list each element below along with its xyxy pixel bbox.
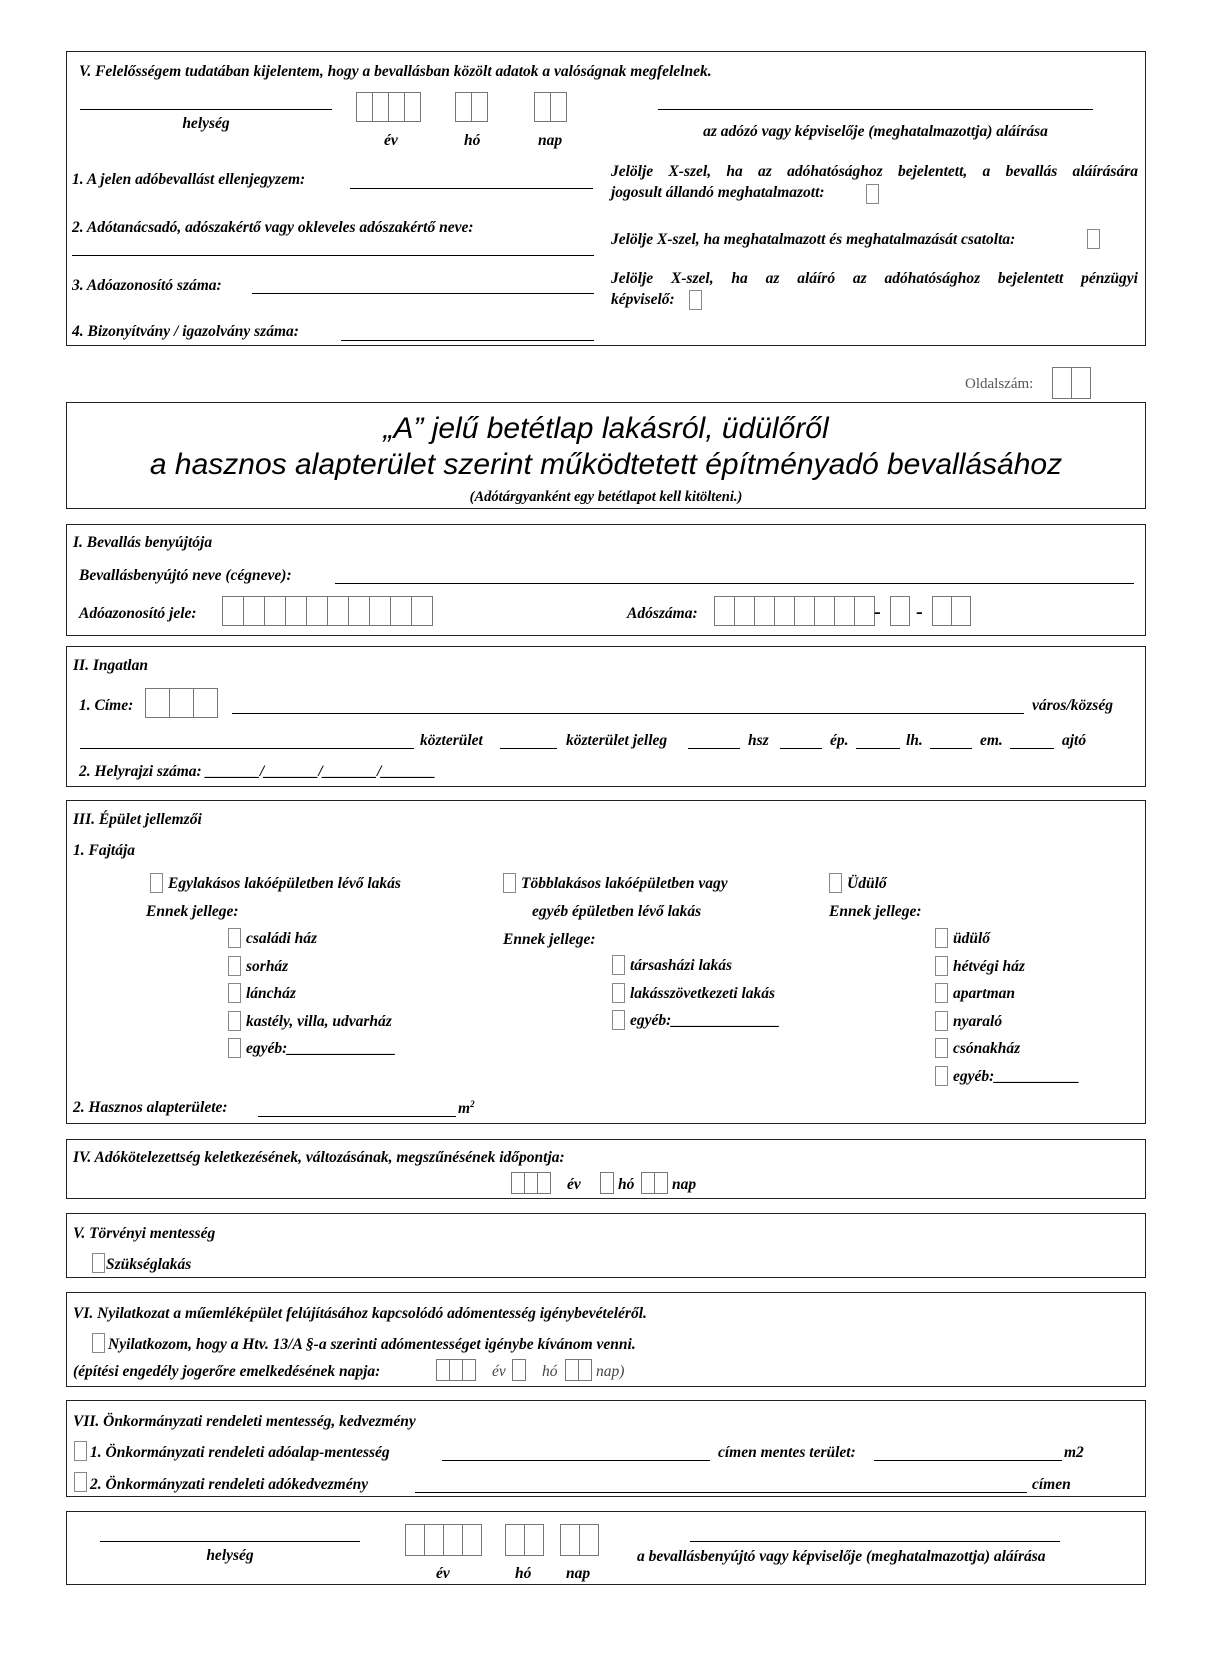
check3-text2: képviselő: xyxy=(611,291,675,308)
taxnumber-cells-2[interactable] xyxy=(890,596,909,626)
check3-checkbox[interactable] xyxy=(689,290,702,310)
section2-heading: II. Ingatlan xyxy=(73,657,148,674)
monument-exemption-label: Nyilatkozom, hogy a Htv. 13/A §-a szerinti adómentességet igénybe kívánom venni. xyxy=(108,1336,636,1353)
permit-year-cells[interactable] xyxy=(436,1359,475,1381)
city-label: város/község xyxy=(1032,697,1113,714)
countersign-label: 1. A jelen adóbevallást ellenjegyzem: xyxy=(72,171,306,188)
address-label: 1. Címe: xyxy=(79,697,134,714)
title-line2: a hasznos alapterület szerint működtetett építményadó bevallásához xyxy=(149,448,1063,481)
exempt-area-label: címen mentes terület: xyxy=(718,1444,856,1461)
section6-heading: VI. Nyilatkozat a műemléképület felújításához kapcsolódó adómentesség igénybevételéről. xyxy=(73,1305,647,1322)
place-line[interactable] xyxy=(80,109,332,110)
exempt-area-line[interactable] xyxy=(874,1460,1062,1461)
col3-checkbox-4[interactable] xyxy=(935,1011,948,1031)
local-discount-line[interactable] xyxy=(415,1492,1027,1493)
day-cells[interactable] xyxy=(534,92,566,122)
check1-text2: jogosult állandó meghatalmazott: xyxy=(611,184,825,201)
footer-place-label: helység xyxy=(206,1547,254,1564)
col1-checkbox-4[interactable] xyxy=(228,1011,241,1031)
col2-checkbox-1[interactable] xyxy=(612,955,625,975)
place-label: helység xyxy=(182,115,230,132)
check1-checkbox[interactable] xyxy=(866,184,879,204)
street-line[interactable] xyxy=(80,748,414,749)
col2-checkbox-2[interactable] xyxy=(612,983,625,1003)
col2-checkbox-3[interactable] xyxy=(612,1010,625,1030)
footer-year-cells[interactable] xyxy=(405,1524,481,1556)
permit-year: év xyxy=(492,1363,506,1380)
permit-day-cells[interactable] xyxy=(565,1359,591,1381)
col1-label-3: láncház xyxy=(246,985,296,1002)
declaration-heading: V. Felelősségem tudatában kijelentem, hogy a bevallásban közölt adatok a valóságnak megfelelnek. xyxy=(79,63,712,80)
permit-date-label: (építési engedély jogerőre emelkedésének napja: xyxy=(73,1363,381,1380)
section4-month: hó xyxy=(618,1176,635,1193)
taxid-line[interactable] xyxy=(252,293,594,294)
year-label: év xyxy=(384,132,398,149)
section5-heading: V. Törvényi mentesség xyxy=(73,1225,216,1242)
declaration-section xyxy=(66,51,1146,346)
taxnumber-dash2: - xyxy=(916,601,923,623)
col3-label-6: egyéb:___________ xyxy=(953,1067,1080,1085)
col1-checkbox-5[interactable] xyxy=(228,1038,241,1058)
local-base-exemption-label: 1. Önkormányzati rendeleti adóalap-mentesség xyxy=(90,1444,390,1461)
exempt-area-unit: m2 xyxy=(1064,1444,1084,1461)
col1-label-1: családi ház xyxy=(246,930,318,947)
permit-day: nap) xyxy=(596,1363,625,1380)
col3-checkbox-1[interactable] xyxy=(935,928,948,948)
signature-line[interactable] xyxy=(658,109,1093,110)
street-type-line[interactable] xyxy=(500,748,557,749)
col1-label-2: sorház xyxy=(246,957,289,975)
page-number-label: Oldalszám: xyxy=(965,376,1034,392)
multi-dwelling-checkbox[interactable] xyxy=(503,873,516,893)
footer-day-cells[interactable] xyxy=(560,1524,598,1556)
local-discount-checkbox[interactable] xyxy=(74,1472,87,1492)
taxnumber-cells[interactable] xyxy=(714,596,874,626)
stair-line[interactable] xyxy=(856,748,900,749)
check3-text: Jelölje X-szel, ha az aláíró az adóhatósághoz bejelentett pénzügyi xyxy=(611,270,1138,287)
certificate-line[interactable] xyxy=(341,340,594,341)
col2-label-3: egyéb:______________ xyxy=(630,1012,780,1029)
section7-heading: VII. Önkormányzati rendeleti mentesség, kedvezmény xyxy=(73,1413,416,1430)
footer-day-label: nap xyxy=(566,1565,591,1582)
title-line1: „A” jelű betétlap lakásról, üdülőről xyxy=(383,412,829,445)
monument-exemption-checkbox[interactable] xyxy=(92,1333,105,1353)
section4-day-cells[interactable] xyxy=(641,1172,667,1194)
month-label: hó xyxy=(464,132,481,149)
col3-label-2: hétvégi ház xyxy=(953,957,1025,975)
permit-month: hó xyxy=(542,1363,558,1380)
check2-checkbox[interactable] xyxy=(1087,229,1100,249)
section1-taxid-cells[interactable] xyxy=(222,596,432,626)
stair-label: lh. xyxy=(906,732,923,749)
advisor-line[interactable] xyxy=(72,255,594,256)
street-type-label: közterület jelleg xyxy=(566,732,668,749)
col1-label-4: kastély, villa, udvarház xyxy=(246,1012,392,1030)
col1-sub-label: Ennek jellege: xyxy=(146,903,239,920)
col3-label-3: apartman xyxy=(953,985,1016,1002)
section4-year-cells[interactable] xyxy=(511,1172,550,1194)
city-line[interactable] xyxy=(232,713,1024,714)
section5-box xyxy=(66,1213,1146,1278)
multi-dwelling-label: Többlakásos lakóépületben vagy xyxy=(521,875,728,892)
local-discount-label: 2. Önkormányzati rendeleti adókedvezmény xyxy=(90,1476,369,1493)
usable-area-unit: $m^2$ xyxy=(458,1099,475,1118)
section4-heading: IV. Adókötelezettség keletkezésének, változásának, megszűnésének időpontja: xyxy=(73,1149,565,1166)
usable-area-line[interactable] xyxy=(258,1116,456,1117)
footer-month-label: hó xyxy=(515,1565,532,1582)
col3-label-5: csónakház xyxy=(953,1040,1021,1057)
taxnumber-dash1: - xyxy=(874,601,881,623)
taxnumber-label: Adószáma: xyxy=(627,605,698,622)
countersign-line[interactable] xyxy=(350,188,593,189)
footer-month-cells[interactable] xyxy=(505,1524,543,1556)
section4-year: év xyxy=(567,1176,581,1193)
footer-year-label: év xyxy=(436,1565,450,1582)
col3-checkbox-2[interactable] xyxy=(935,956,948,976)
local-base-exemption-checkbox[interactable] xyxy=(74,1441,87,1461)
col1-label-5: egyéb:______________ xyxy=(246,1040,396,1057)
taxid-label: 3. Adóazonosító száma: xyxy=(72,277,222,294)
house-label: hsz xyxy=(748,732,769,749)
footer-place-line[interactable] xyxy=(100,1541,360,1542)
col2-sub-label: Ennek jellege: xyxy=(503,931,596,948)
col2-label-1: társasházi lakás xyxy=(630,957,733,974)
usable-area-label: 2. Hasznos alapterülete: xyxy=(73,1099,228,1116)
check2-text: Jelölje X-szel, ha meghatalmazott és meghatalmazását csatolta: xyxy=(611,231,1016,248)
building-type-label: 1. Fajtája xyxy=(73,842,136,859)
col3-checkbox-5[interactable] xyxy=(935,1038,948,1058)
door-label: ajtó xyxy=(1062,732,1087,749)
year-cells[interactable] xyxy=(356,92,420,122)
month-cells[interactable] xyxy=(455,92,487,122)
local-base-exemption-line[interactable] xyxy=(442,1460,710,1461)
signature-label: az adózó vagy képviselője (meghatalmazottja) aláírása xyxy=(703,123,1048,140)
single-dwelling-label: Egylakásos lakóépületben lévő lakás xyxy=(168,875,401,892)
col3-checkbox-3[interactable] xyxy=(935,983,948,1003)
floor-line[interactable] xyxy=(1010,748,1054,749)
footer-signature-label: a bevallásbenyújtó vagy képviselője (meghatalmazottja) aláírása xyxy=(637,1548,1046,1565)
building-label: ép. xyxy=(830,732,849,749)
lot-number-label: 2. Helyrajzi száma: _______/_______/_______/_______ xyxy=(79,763,436,780)
advisor-label: 2. Adótanácsadó, adószakértő vagy okleveles adószakértő neve: xyxy=(72,219,474,236)
taxnumber-cells-3[interactable] xyxy=(932,596,970,626)
floor-label: em. xyxy=(980,732,1003,749)
house-line[interactable] xyxy=(688,748,740,749)
holiday-home-checkbox[interactable] xyxy=(829,873,842,893)
title-note: (Adótárgyanként egy betétlapot kell kitölteni.) xyxy=(469,489,743,505)
building-line[interactable] xyxy=(780,748,822,749)
multi-dwelling-label2: egyéb épületben lévő lakás xyxy=(532,903,702,920)
section4-day: nap xyxy=(672,1176,697,1193)
page-number-cells[interactable] xyxy=(1052,367,1090,399)
holiday-home-label: Üdülő xyxy=(847,875,887,892)
submitter-name-label: Bevallásbenyújtó neve (cégneve): xyxy=(79,567,292,584)
submitter-name-line[interactable] xyxy=(335,583,1134,584)
permit-month-cells[interactable] xyxy=(512,1359,525,1381)
emergency-dwelling-checkbox[interactable] xyxy=(92,1253,105,1273)
col1-checkbox-2[interactable] xyxy=(228,956,241,976)
col3-label-1: üdülő xyxy=(953,930,991,947)
emergency-dwelling-label: Szükséglakás xyxy=(106,1256,192,1273)
col3-checkbox-6[interactable] xyxy=(935,1066,948,1086)
section1-heading: I. Bevallás benyújtója xyxy=(73,534,213,551)
footer-signature-line[interactable] xyxy=(690,1541,1060,1542)
street-label: közterület xyxy=(420,732,483,749)
certificate-label: 4. Bizonyítvány / igazolvány száma: xyxy=(72,323,299,340)
single-dwelling-checkbox[interactable] xyxy=(150,873,163,893)
section1-taxid-label: Adóazonosító jele: xyxy=(79,605,197,622)
col1-checkbox-3[interactable] xyxy=(228,983,241,1003)
section3-heading: III. Épület jellemzői xyxy=(73,811,202,828)
col2-label-2: lakásszövetkezeti lakás xyxy=(630,984,776,1002)
check1-text: Jelölje X-szel, ha az adóhatósághoz bejelentett, a bevallás aláírására xyxy=(611,163,1138,180)
zip-cells[interactable] xyxy=(145,688,217,718)
col3-sub-label: Ennek jellege: xyxy=(829,903,922,920)
stair-value-line[interactable] xyxy=(930,748,972,749)
section4-month-cells[interactable] xyxy=(600,1172,613,1194)
col3-label-4: nyaraló xyxy=(953,1012,1003,1030)
col1-checkbox-1[interactable] xyxy=(228,928,241,948)
day-label: nap xyxy=(538,132,563,149)
local-discount-end: címen xyxy=(1032,1476,1071,1493)
